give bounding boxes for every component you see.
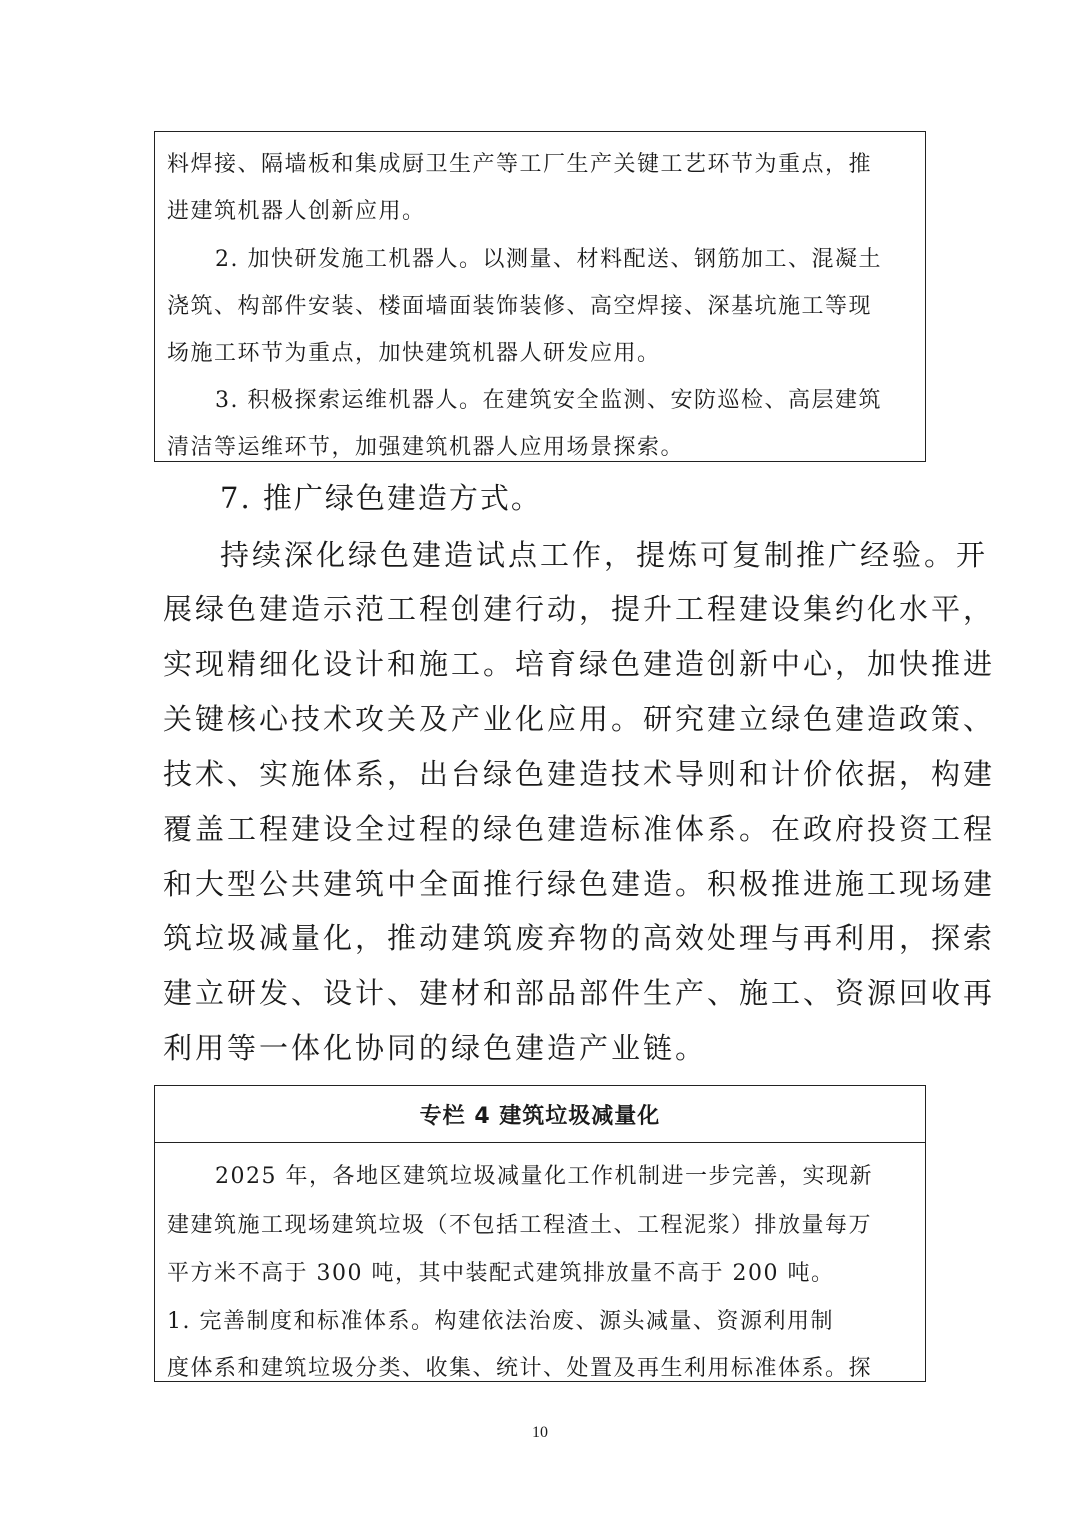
section-heading: 7. 推广绿色建造方式。: [220, 481, 542, 515]
box-text-line: 2025 年，各地区建筑垃圾减量化工作机制进一步完善，实现新: [215, 1164, 873, 1189]
box-text-line: 平方米不高于 300 吨，其中装配式建筑排放量不高于 200 吨。: [167, 1261, 835, 1286]
box-text-line: 场施工环节为重点，加快建筑机器人研发应用。: [167, 341, 661, 366]
paragraph-line: 和大型公共建筑中全面推行绿色建造。积极推进施工现场建: [163, 867, 996, 901]
box-text-line: 料焊接、隔墙板和集成厨卫生产等工厂生产关键工艺环节为重点，推: [167, 152, 873, 177]
column-box-waste-reduction: [154, 1085, 926, 1382]
box-text-line: 度体系和建筑垃圾分类、收集、统计、处置及再生利用标准体系。探: [167, 1356, 873, 1381]
paragraph-line: 实现精细化设计和施工。培育绿色建造创新中心，加快推进: [163, 647, 996, 681]
page-number: 10: [532, 1424, 548, 1441]
box-text-line: 3. 积极探索运维机器人。在建筑安全监测、安防巡检、高层建筑: [215, 388, 882, 413]
box-text-line: 清洁等运维环节，加强建筑机器人应用场景探索。: [167, 435, 685, 460]
paragraph-line: 展绿色建造示范工程创建行动，提升工程建设集约化水平，: [163, 592, 996, 626]
paragraph-line: 利用等一体化协同的绿色建造产业链。: [163, 1031, 708, 1065]
paragraph-line: 关键核心技术攻关及产业化应用。研究建立绿色建造政策、: [163, 702, 996, 736]
paragraph-line: 建立研发、设计、建材和部品部件生产、施工、资源回收再: [163, 976, 996, 1010]
paragraph-line: 持续深化绿色建造试点工作，提炼可复制推广经验。开: [220, 538, 989, 572]
paragraph-line: 覆盖工程建设全过程的绿色建造标准体系。在政府投资工程: [163, 812, 996, 846]
box-text-line: 浇筑、构部件安装、楼面墙面装饰装修、高空焊接、深基坑施工等现: [167, 294, 873, 319]
box-text-line: 1. 完善制度和标准体系。构建依法治废、源头减量、资源利用制: [167, 1309, 834, 1334]
box-text-line: 建建筑施工现场建筑垃圾（不包括工程渣土、工程泥浆）排放量每万: [167, 1213, 873, 1238]
column-box-robots: [154, 131, 926, 462]
column-title: 专栏 4 建筑垃圾减量化: [155, 1086, 925, 1143]
box-text-line: 2. 加快研发施工机器人。以测量、材料配送、钢筋加工、混凝土: [215, 247, 882, 272]
box-text-line: 进建筑机器人创新应用。: [167, 199, 426, 224]
paragraph-line: 筑垃圾减量化，推动建筑废弃物的高效处理与再利用，探索: [163, 921, 996, 955]
paragraph-line: 技术、实施体系，出台绿色建造技术导则和计价依据，构建: [163, 757, 996, 791]
